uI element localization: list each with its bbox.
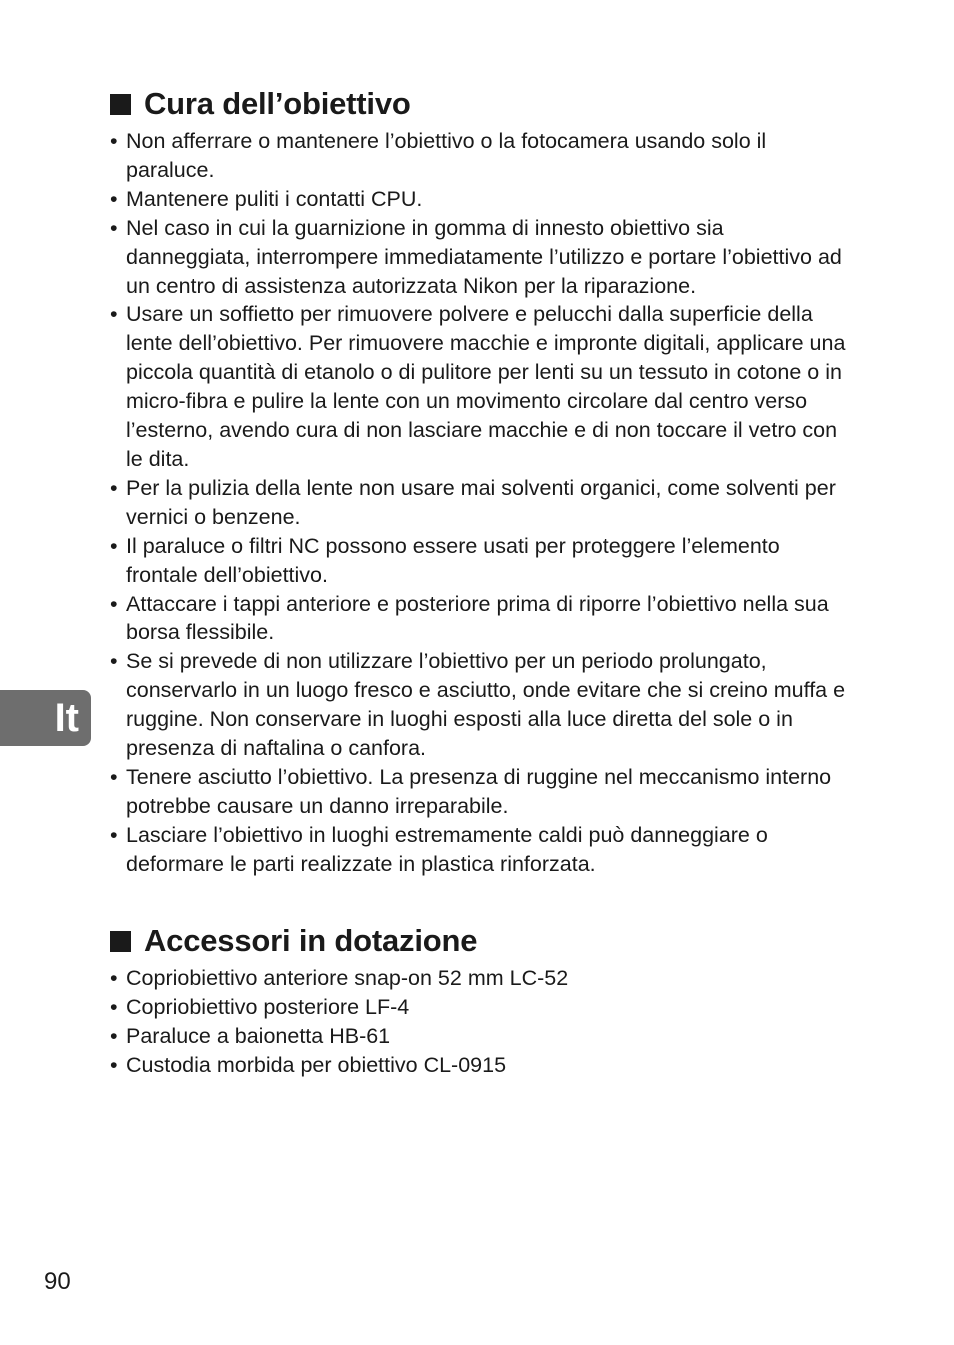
- list-item-text: Lasciare l’obiettivo in luoghi estremamente caldi può danneggiare o deformare le parti realizzate in plastica rinforzata.: [126, 822, 768, 876]
- list-item: [110, 590, 850, 648]
- list-item-text: Nel caso in cui la guarnizione in gomma di innesto obiettivo sia danneggiata, interrompere immediatamente l’utilizzo e portare l’obiettivo ad un centro di assistenza autorizzata Nikon per la riparazione.: [126, 215, 842, 298]
- bullet-icon: •: [110, 591, 118, 616]
- list-item: [110, 993, 850, 1022]
- language-tab: It: [0, 690, 91, 746]
- list-item: [110, 1051, 850, 1080]
- section-heading-lens-care: [110, 84, 850, 124]
- bullet-icon: •: [110, 822, 118, 847]
- list-item: [110, 647, 850, 763]
- accessories-list: [110, 964, 850, 1080]
- list-item: [110, 964, 850, 993]
- care-list: [110, 127, 850, 879]
- page-number: 90: [44, 1268, 71, 1295]
- section-lens-care: [110, 84, 850, 879]
- list-item: [110, 214, 850, 301]
- list-item-text: Paraluce a baionetta HB-61: [126, 1023, 391, 1048]
- bullet-icon: •: [110, 533, 118, 558]
- bullet-icon: •: [110, 1023, 118, 1048]
- bullet-icon: •: [110, 764, 118, 789]
- heading-text: Accessori in dotazione: [144, 923, 478, 958]
- list-item: [110, 763, 850, 821]
- list-item-text: Tenere asciutto l’obiettivo. La presenza di ruggine nel meccanismo interno potrebbe causare un danno irreparabile.: [126, 764, 832, 818]
- list-item-text: Usare un soffietto per rimuovere polvere e pelucchi dalla superficie della lente dell’obiettivo. Per rimuovere macchie e impronte digitali, applicare una piccola quantità di etanolo o di pulitore per lenti su un tessuto in cotone o in micro-fibra e pulire la lente con un movimento circolare dal centro verso l’esterno, avendo cura di non lasciare macchie e di non toccare il vetro con le dita.: [126, 302, 846, 471]
- bullet-icon: •: [110, 649, 118, 674]
- section-supplied-accessories: [110, 921, 850, 1080]
- bullet-icon: •: [110, 215, 118, 240]
- bullet-icon: •: [110, 966, 118, 990]
- list-item: [110, 300, 850, 473]
- list-item-text: Il paraluce o filtri NC possono essere usati per proteggere l’elemento frontale dell’obiettivo.: [126, 533, 780, 587]
- bullet-icon: •: [110, 129, 118, 153]
- list-item: [110, 474, 850, 532]
- list-item-text: Copriobiettivo posteriore LF-4: [126, 994, 410, 1019]
- list-item-text: Per la pulizia della lente non usare mai solventi organici, come solventi per vernici o benzene.: [126, 475, 836, 529]
- section-heading-accessories: [110, 921, 850, 961]
- square-bullet-icon: [110, 931, 131, 952]
- list-item-text: Se si prevede di non utilizzare l’obiettivo per un periodo prolungato, conservarlo in un luogo fresco e asciutto, onde evitare che si creino muffa e ruggine. Non conservare in luoghi esposti alla luce diretta del sole o in presenza di naftalina o canfora.: [126, 649, 846, 761]
- list-item: [110, 1022, 850, 1051]
- list-item-text: Custodia morbida per obiettivo CL-0915: [126, 1052, 507, 1077]
- list-item: [110, 821, 850, 879]
- bullet-icon: •: [110, 994, 118, 1019]
- list-item-text: Copriobiettivo anteriore snap-on 52 mm LC-52: [126, 966, 569, 990]
- list-item-text: Non afferrare o mantenere l’obiettivo o la fotocamera usando solo il paraluce.: [126, 129, 767, 182]
- bullet-icon: •: [110, 475, 118, 500]
- list-item: [110, 532, 850, 590]
- bullet-icon: •: [110, 302, 118, 327]
- list-item: [110, 127, 850, 185]
- bullet-icon: •: [110, 186, 118, 211]
- square-bullet-icon: [110, 94, 131, 115]
- bullet-icon: •: [110, 1052, 118, 1077]
- heading-text: Cura dell’obiettivo: [144, 86, 411, 121]
- list-item-text: Mantenere puliti i contatti CPU.: [126, 186, 423, 211]
- list-item: [110, 185, 850, 214]
- list-item-text: Attaccare i tappi anteriore e posteriore prima di riporre l’obiettivo nella sua borsa flessibile.: [126, 591, 829, 645]
